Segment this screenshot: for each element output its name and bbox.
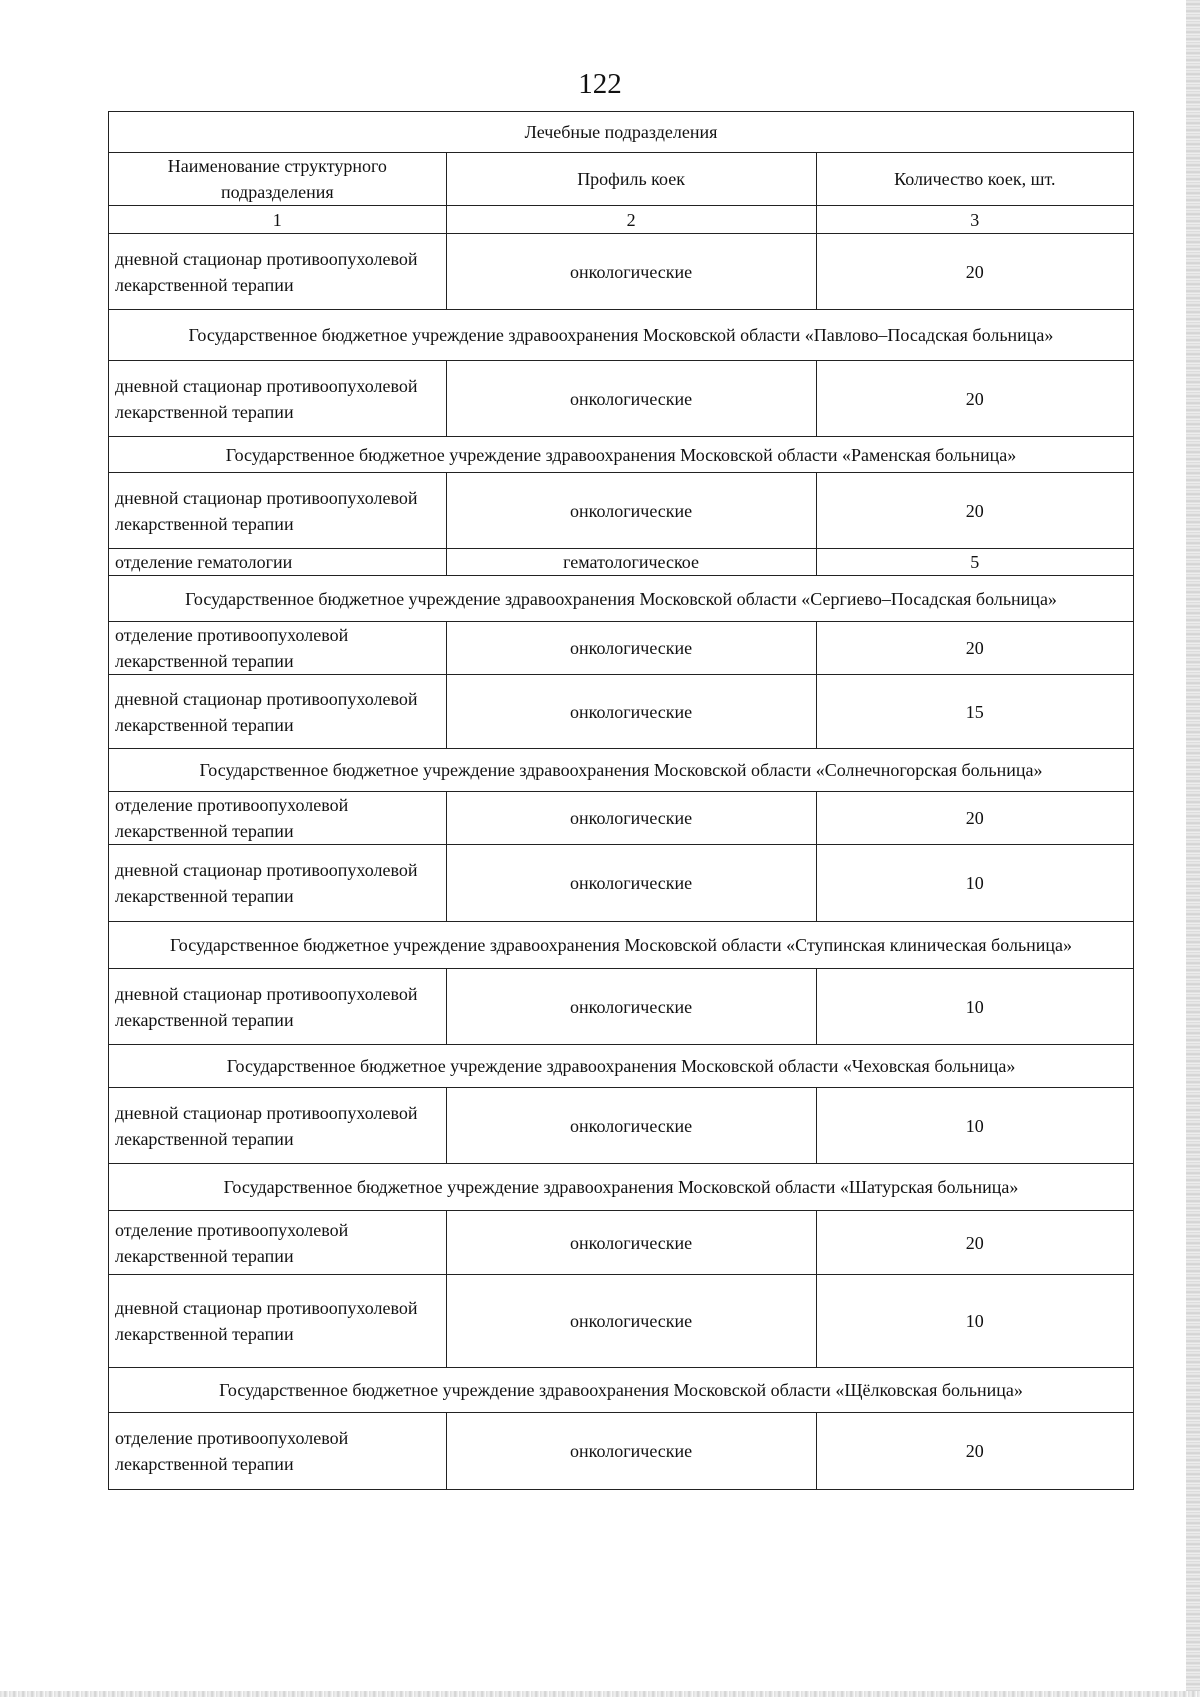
column-number-2: 2: [446, 206, 816, 234]
structural-unit-cell: дневной стационар противоопухолевой лекарственной терапии: [109, 234, 447, 310]
structural-unit-cell: отделение гематологии: [109, 549, 447, 576]
bed-count-cell: 20: [816, 361, 1133, 437]
bed-count-cell: 20: [816, 234, 1133, 310]
bed-profile-cell: онкологические: [446, 622, 816, 675]
structural-unit-cell: дневной стационар противоопухолевой лекарственной терапии: [109, 675, 447, 749]
organization-row: [109, 922, 1134, 969]
organization-name: Государственное бюджетное учреждение здравоохранения Московской области «Шатурская больница»: [109, 1164, 1134, 1211]
bed-count-cell: 15: [816, 675, 1133, 749]
bed-count-cell: 20: [816, 473, 1133, 549]
beds-table-body: [109, 112, 1134, 1490]
organization-row: [109, 1045, 1134, 1088]
header-bed-count: Количество коек, шт.: [816, 153, 1133, 206]
column-number-3: 3: [816, 206, 1133, 234]
structural-unit-cell: отделение противоопухолевой лекарственной терапии: [109, 1211, 447, 1275]
table-header-row: [109, 153, 1134, 206]
bed-count-cell: 10: [816, 969, 1133, 1045]
organization-row: [109, 1164, 1134, 1211]
organization-row: [109, 749, 1134, 792]
table-title-row: [109, 112, 1134, 153]
organization-row: [109, 576, 1134, 622]
page-number: 122: [578, 68, 622, 100]
bed-count-cell: 10: [816, 1088, 1133, 1164]
organization-name: Государственное бюджетное учреждение здравоохранения Московской области «Раменская больница»: [109, 437, 1134, 473]
organization-name: Государственное бюджетное учреждение здравоохранения Московской области «Сергиево–Посадская больница»: [109, 576, 1134, 622]
structural-unit-cell: дневной стационар противоопухолевой лекарственной терапии: [109, 969, 447, 1045]
table-row: [109, 969, 1134, 1045]
table-row: [109, 361, 1134, 437]
bed-profile-cell: гематологическое: [446, 549, 816, 576]
bed-count-cell: 20: [816, 1413, 1133, 1490]
organization-row: [109, 310, 1134, 361]
column-number-1: 1: [109, 206, 447, 234]
table-row: [109, 675, 1134, 749]
table-row: [109, 1211, 1134, 1275]
structural-unit-cell: отделение противоопухолевой лекарственной терапии: [109, 1413, 447, 1490]
scan-edge-artifact: [1186, 0, 1200, 1697]
structural-unit-cell: отделение противоопухолевой лекарственной терапии: [109, 622, 447, 675]
bed-count-cell: 10: [816, 845, 1133, 922]
bed-count-cell: 20: [816, 792, 1133, 845]
table-row: [109, 1413, 1134, 1490]
structural-unit-cell: дневной стационар противоопухолевой лекарственной терапии: [109, 1275, 447, 1368]
table-row: [109, 1275, 1134, 1368]
table-row: [109, 1088, 1134, 1164]
table-row: [109, 792, 1134, 845]
table-row: [109, 473, 1134, 549]
organization-name: Государственное бюджетное учреждение здравоохранения Московской области «Чеховская больница»: [109, 1045, 1134, 1088]
bed-count-cell: 5: [816, 549, 1133, 576]
bed-profile-cell: онкологические: [446, 845, 816, 922]
structural-unit-cell: отделение противоопухолевой лекарственной терапии: [109, 792, 447, 845]
structural-unit-cell: дневной стационар противоопухолевой лекарственной терапии: [109, 845, 447, 922]
bed-profile-cell: онкологические: [446, 969, 816, 1045]
bed-profile-cell: онкологические: [446, 473, 816, 549]
structural-unit-cell: дневной стационар противоопухолевой лекарственной терапии: [109, 473, 447, 549]
bed-profile-cell: онкологические: [446, 1088, 816, 1164]
beds-table: [108, 111, 1134, 1490]
table-row: [109, 234, 1134, 310]
column-numbers-row: [109, 206, 1134, 234]
table-row: [109, 622, 1134, 675]
structural-unit-cell: дневной стационар противоопухолевой лекарственной терапии: [109, 361, 447, 437]
organization-name: Государственное бюджетное учреждение здравоохранения Московской области «Щёлковская больница»: [109, 1368, 1134, 1413]
bed-profile-cell: онкологические: [446, 1413, 816, 1490]
structural-unit-cell: дневной стационар противоопухолевой лекарственной терапии: [109, 1088, 447, 1164]
table-title: Лечебные подразделения: [109, 112, 1134, 153]
bed-count-cell: 10: [816, 1275, 1133, 1368]
bed-count-cell: 20: [816, 1211, 1133, 1275]
bed-profile-cell: онкологические: [446, 792, 816, 845]
header-bed-profile: Профиль коек: [446, 153, 816, 206]
bed-profile-cell: онкологические: [446, 1275, 816, 1368]
organization-name: Государственное бюджетное учреждение здравоохранения Московской области «Павлово–Посадская больница»: [109, 310, 1134, 361]
header-structural-unit: Наименование структурного подразделения: [109, 153, 447, 206]
bed-profile-cell: онкологические: [446, 1211, 816, 1275]
bed-profile-cell: онкологические: [446, 234, 816, 310]
organization-row: [109, 1368, 1134, 1413]
organization-row: [109, 437, 1134, 473]
table-row: [109, 549, 1134, 576]
scan-bottom-artifact: [0, 1691, 1200, 1697]
bed-profile-cell: онкологические: [446, 361, 816, 437]
bed-count-cell: 20: [816, 622, 1133, 675]
organization-name: Государственное бюджетное учреждение здравоохранения Московской области «Солнечногорская больница»: [109, 749, 1134, 792]
table-row: [109, 845, 1134, 922]
bed-profile-cell: онкологические: [446, 675, 816, 749]
organization-name: Государственное бюджетное учреждение здравоохранения Московской области «Ступинская клиническая больница»: [109, 922, 1134, 969]
